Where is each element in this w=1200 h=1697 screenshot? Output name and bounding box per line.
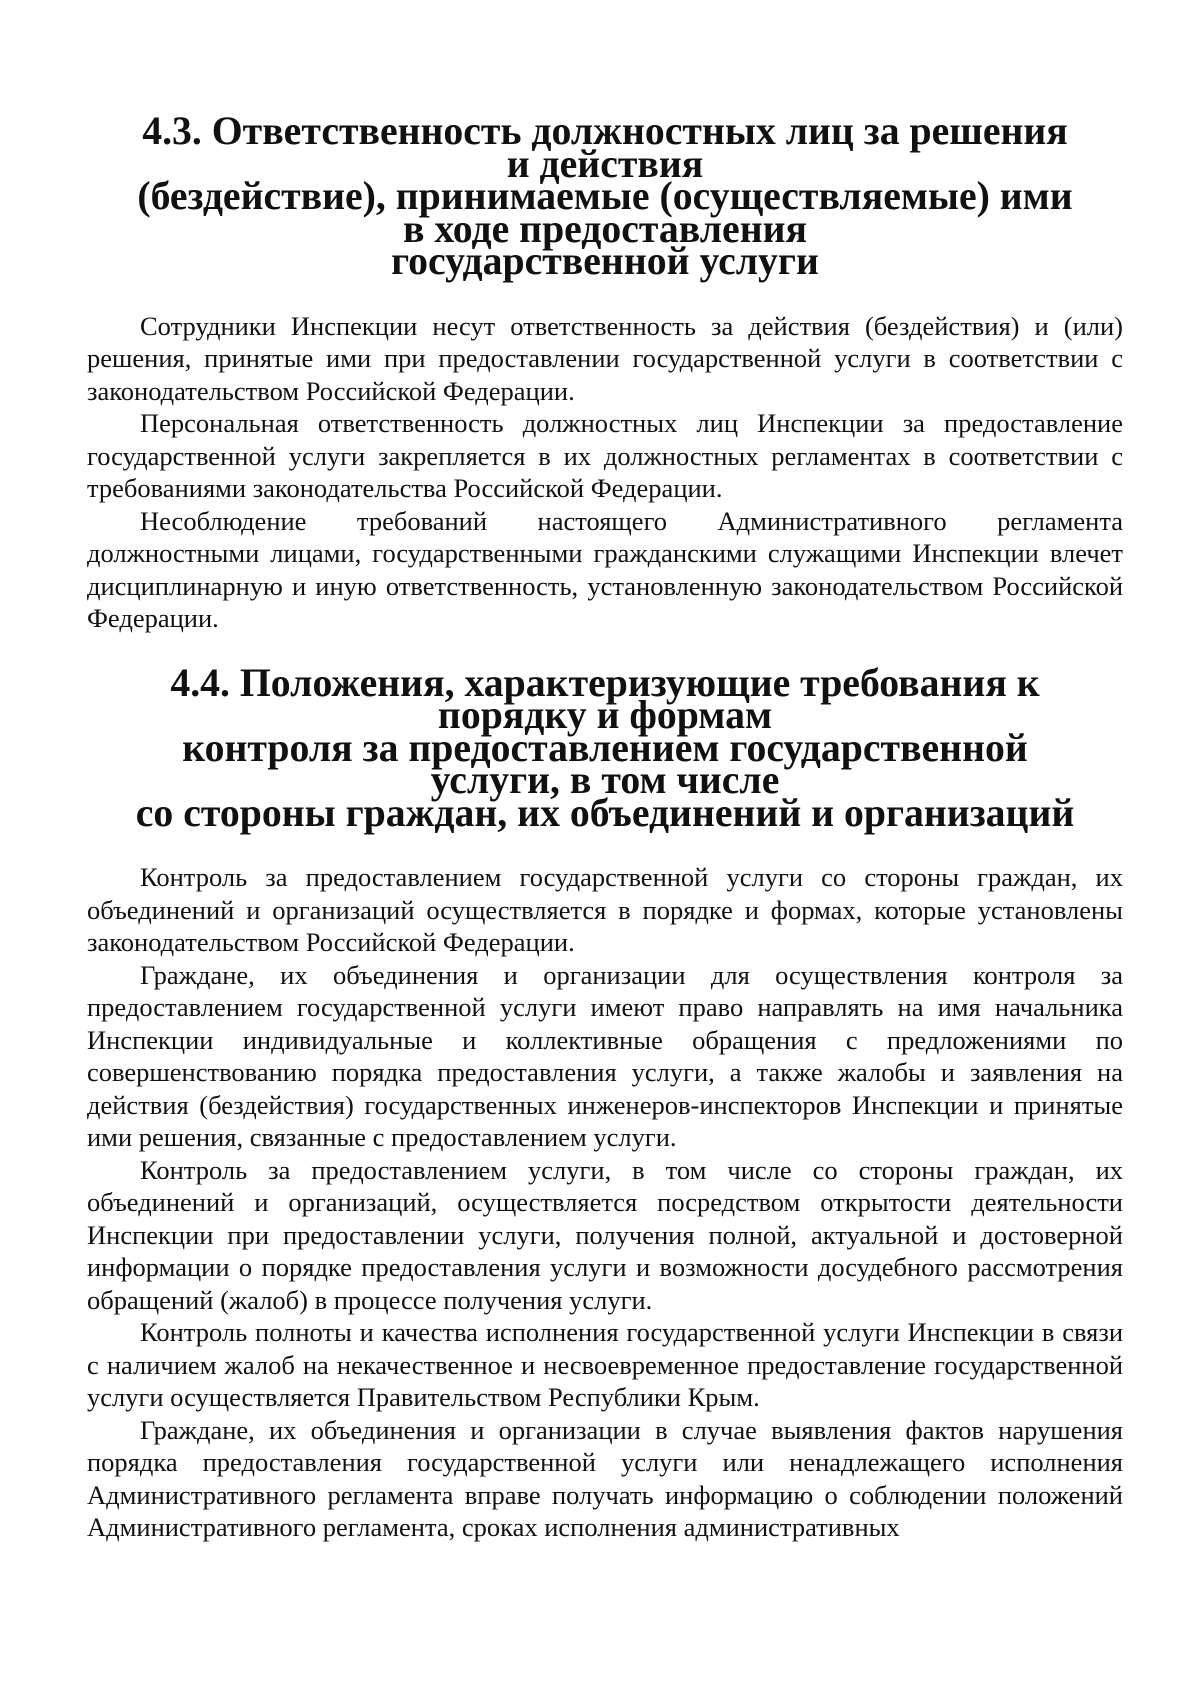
section-4-4-paragraph: Граждане, их объединения и организации для осуществления контроля за предоставлением государственной услуги имеют право направлять на имя начальника Инспекции индивидуальные и коллективные обращения с предложениями по совершенствованию порядка предоставления услуги, а также жалобы и заявления на действия (бездействия) государственных инженеров-инспекторов Инспекции и принятые ими решения, связанные с предоставлением услуги. bbox=[87, 959, 1123, 1152]
section-4-4-title-line: 4.4. Положения, характеризующие требования к порядку и формам bbox=[170, 660, 1040, 737]
section-4-3-paragraph: Несоблюдение требований настоящего Административного регламента должностными лицами, государственными гражданскими служащими Инспекции влечет дисциплинарную и иную ответственность, установленную законодательством Российской Федерации. bbox=[87, 505, 1123, 633]
section-4-4-title-line: контроля за предоставлением государственной услуги, в том числе bbox=[182, 725, 1028, 802]
section-4-3-title-line: (бездействие), принимаемые (осуществляемые) ими в ходе предоставления bbox=[137, 174, 1073, 251]
document-page bbox=[87, 109, 1123, 1544]
section-4-4-paragraph: Контроль за предоставлением услуги, в том числе со стороны граждан, их объединений и организаций, осуществляется посредством открытости деятельности Инспекции при предоставлении услуги, получения полной, актуальной и достоверной информации о порядке предоставления услуги и возможности досудебного рассмотрения обращений (жалоб) в процессе получения услуги. bbox=[87, 1154, 1123, 1315]
section-4-4-title bbox=[87, 660, 1123, 835]
section-4-3-title-line: государственной услуги bbox=[391, 239, 819, 283]
section-4-4-paragraph: Контроль за предоставлением государственной услуги со стороны граждан, их объединений и организаций осуществляется в порядке и формах, которые установлены законодательством Российской Федерации. bbox=[87, 862, 1123, 957]
section-4-3-title-line: 4.3. Ответственность должностных лиц за решения и действия bbox=[142, 109, 1068, 186]
section-4-3-title bbox=[87, 109, 1123, 283]
section-4-4-title-line: со стороны граждан, их объединений и организаций bbox=[135, 790, 1075, 835]
section-4-3-paragraph: Персональная ответственность должностных лиц Инспекции за предоставление государственной услуги закрепляется в их должностных регламентах в соответствии с требованиями законодательства Российской Федерации. bbox=[87, 408, 1123, 503]
section-4-3-paragraph: Сотрудники Инспекции несут ответственность за действия (бездействия) и (или) решения, принятые ими при предоставлении государственной услуги в соответствии с законодательством Российской Федерации. bbox=[87, 310, 1123, 406]
section-4-4-paragraph: Контроль полноты и качества исполнения государственной услуги Инспекции в связи с наличием жалоб на некачественное и несвоевременное предоставление государственной услуги осуществляется Правительством Республики Крым. bbox=[87, 1317, 1123, 1412]
section-4-4-paragraph: Граждане, их объединения и организации в случае выявления фактов нарушения порядка предоставления государственной услуги или ненадлежащего исполнения Административного регламента вправе получать информацию о соблюдении положений Административного регламента, сроках исполнения административных bbox=[87, 1414, 1123, 1542]
